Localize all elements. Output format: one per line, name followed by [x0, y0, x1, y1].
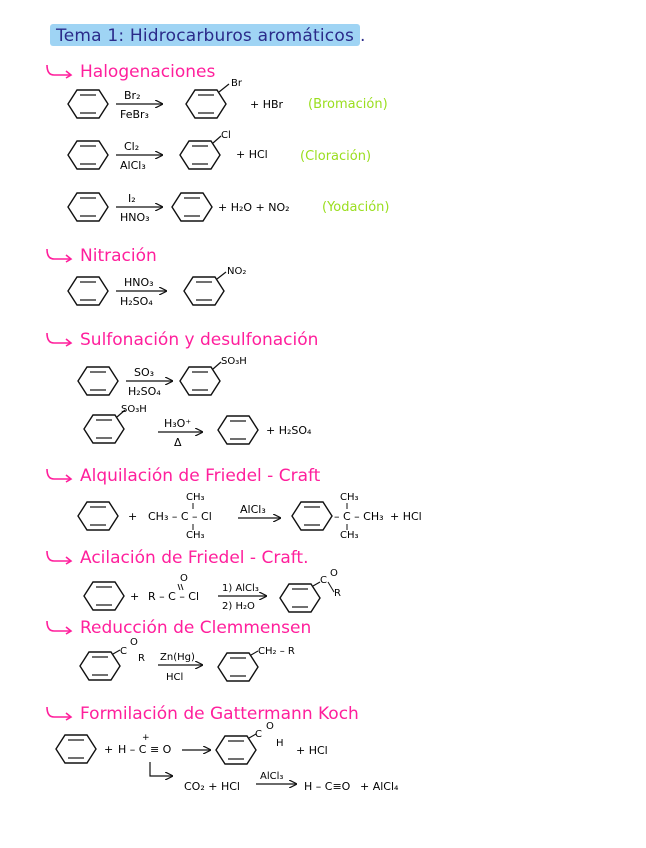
product-branch-top: CH₃ — [340, 492, 359, 503]
reaction-desulfonacion — [84, 404, 312, 449]
reagent-chain: H – C ≡ O — [118, 743, 172, 756]
benzene-ring-icon — [280, 584, 320, 612]
benzene-ring-icon — [68, 277, 108, 305]
reagent-top: I₂ — [128, 192, 136, 205]
reaction-nitracion — [68, 266, 246, 308]
reagent-top: Br₂ — [124, 89, 141, 102]
reaction-gattermann-koch — [56, 721, 399, 793]
reaction-note: (Cloración) — [300, 149, 372, 164]
sub-product: H – C≡O — [304, 780, 351, 793]
benzene-ring-icon — [68, 90, 108, 118]
benzene-ring-icon — [180, 367, 220, 395]
byproduct: + H₂O + NO₂ — [218, 201, 290, 214]
heading-label: Acilación de Friedel - Craft. — [80, 548, 309, 568]
product-chain: – C – CH₃ — [334, 510, 384, 523]
title-dot: . — [360, 26, 366, 46]
byproduct: + H₂SO₄ — [266, 424, 312, 437]
reagent-top: SO₃ — [134, 366, 155, 379]
product-hydrogen: H — [276, 738, 284, 749]
benzene-ring-icon — [292, 502, 332, 530]
reaction-bromacion — [68, 78, 388, 121]
byproduct: + HCl — [390, 510, 422, 523]
title-highlight: Tema 1: Hidrocarburos aromáticos — [50, 24, 360, 46]
benzene-ring-icon — [68, 141, 108, 169]
sub-byproduct: + AlCl₄ — [360, 780, 399, 793]
reaction-note: (Yodación) — [322, 200, 390, 215]
benzene-ring-icon — [216, 736, 256, 764]
product-oxygen: O — [330, 568, 338, 579]
reagent-bottom: H₂SO₄ — [120, 295, 153, 308]
product-branch-bottom: CH₃ — [340, 530, 359, 541]
benzene-ring-icon — [80, 652, 120, 680]
benzene-ring-icon — [68, 193, 108, 221]
step-2: 2) H₂O — [222, 601, 255, 612]
product-oxygen: O — [266, 721, 274, 732]
reagent-top: Cl₂ — [124, 140, 140, 153]
byproduct: + HBr — [250, 98, 284, 111]
benzene-ring-icon — [84, 415, 124, 443]
benzene-ring-icon — [84, 582, 124, 610]
substituent: Br — [231, 78, 242, 89]
reagent-bottom: HNO₃ — [120, 211, 150, 224]
reagent-bottom: Δ — [174, 436, 182, 449]
product-chain: CH₂ – R — [258, 646, 295, 657]
reaction-acilacion — [84, 568, 341, 612]
benzene-ring-icon — [180, 141, 220, 169]
plus-sign: + — [128, 510, 138, 523]
reaction-yodacion — [68, 192, 389, 224]
catalyst: AlCl₃ — [260, 771, 284, 782]
substrate-carbon: C — [120, 646, 127, 657]
product-carbon: C — [255, 729, 262, 740]
benzene-ring-icon — [184, 277, 224, 305]
byproduct: + HCl — [236, 148, 268, 161]
heading-label: Alquilación de Friedel - Craft — [80, 466, 321, 486]
byproduct: + HCl — [296, 744, 328, 757]
heading-label: Sulfonación y desulfonación — [80, 330, 319, 350]
reaction-clemmensen — [80, 637, 295, 683]
reagent-chain: R – C – Cl — [148, 590, 200, 603]
reagent-bottom: FeBr₃ — [120, 108, 149, 121]
benzene-ring-icon — [78, 502, 118, 530]
reagent-branch-bottom: CH₃ — [186, 530, 205, 541]
reaction-cloracion — [68, 130, 371, 172]
benzene-ring-icon — [172, 193, 212, 221]
reagent-oxygen: O — [180, 573, 188, 584]
reaction-note: (Bromación) — [308, 97, 388, 112]
reagent-charge: + — [142, 733, 150, 743]
reagent-branch-top: CH₃ — [186, 492, 205, 503]
plus-sign: + — [104, 743, 114, 756]
substituent: SO₃H — [221, 356, 247, 367]
product-r-group: R — [334, 588, 341, 599]
benzene-ring-icon — [78, 367, 118, 395]
reagent-chain: CH₃ – C – Cl — [148, 510, 212, 523]
benzene-ring-icon — [218, 653, 258, 681]
substituent: Cl — [221, 130, 231, 141]
reagent-bottom: HCl — [166, 672, 184, 683]
heading-label: Formilación de Gattermann Koch — [80, 704, 359, 724]
substrate-oxygen: O — [130, 637, 138, 648]
heading-label: Halogenaciones — [80, 62, 216, 82]
benzene-ring-icon — [56, 735, 96, 763]
reaction-alquilacion — [78, 492, 422, 541]
heading-label: Reducción de Clemmensen — [80, 618, 312, 638]
substituent: NO₂ — [227, 266, 247, 277]
hook-arrow-icon — [150, 762, 172, 776]
reagent-bottom: AlCl₃ — [120, 159, 146, 172]
substrate-r-group: R — [138, 653, 145, 664]
heading-label: Nitración — [80, 246, 157, 266]
benzene-ring-icon — [218, 416, 258, 444]
product-carbon: C — [320, 575, 327, 586]
catalyst: AlCl₃ — [240, 503, 266, 516]
substituent: SO₃H — [121, 404, 147, 415]
step-1: 1) AlCl₃ — [222, 583, 259, 594]
reagent-bottom: H₂SO₄ — [128, 385, 161, 398]
benzene-ring-icon — [186, 90, 226, 118]
plus-sign: + — [130, 590, 140, 603]
reagent-top: Zn(Hg) — [160, 652, 195, 663]
reagent-top: HNO₃ — [124, 276, 154, 289]
reagent-top: H₃O⁺ — [164, 417, 192, 430]
sub-reagents: CO₂ + HCl — [184, 780, 240, 793]
reaction-sulfonacion — [78, 356, 247, 398]
